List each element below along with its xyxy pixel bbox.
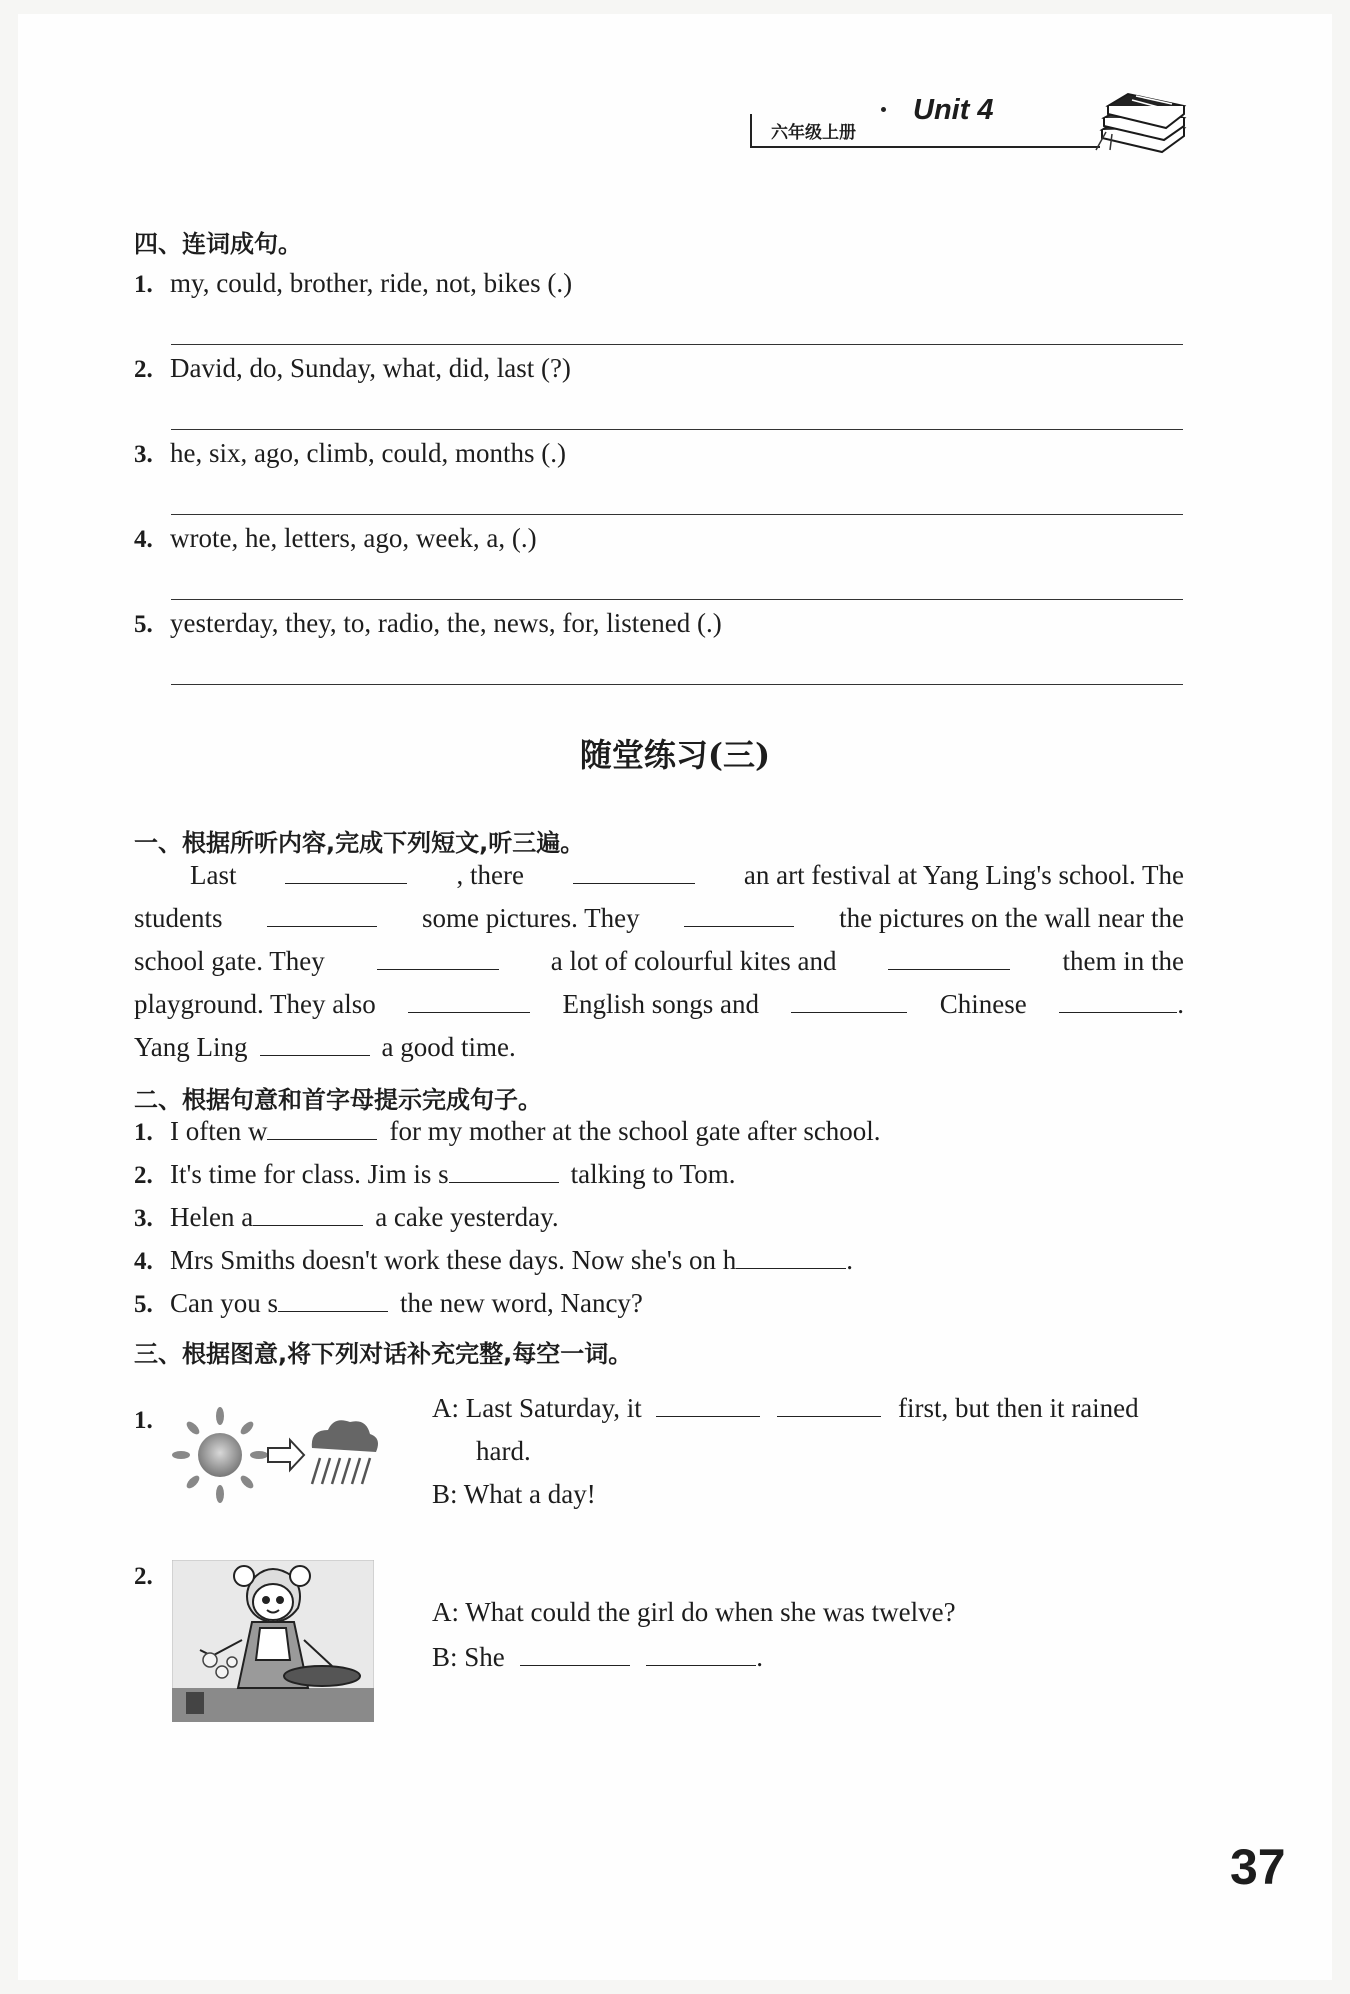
part2-item-2: 2. It's time for class. Jim is s talking to Tom. (134, 1159, 736, 1189)
part2-item-4: 4. Mrs Smiths doesn't work these days. Now she's on h . (134, 1245, 853, 1275)
passage-row-3: school gate. They a lot of colourful kites and them in the (134, 946, 1184, 976)
q1-dialog-b: B: What a day! (432, 1479, 596, 1509)
part2-heading: 二、根据句意和首字母提示完成句子。 (134, 1086, 542, 1114)
part3-heading: 三、根据图意,将下列对话补充完整,每空一词。 (134, 1340, 633, 1368)
blank[interactable] (285, 861, 407, 884)
unit-label: Unit 4 (913, 94, 994, 126)
section4-item-5: 5. yesterday, they, to, radio, the, news, for, listened (.) (134, 608, 722, 638)
blank[interactable] (791, 990, 907, 1013)
part1-heading: 一、根据所听内容,完成下列短文,听三遍。 (134, 829, 585, 857)
section4-item-2: 2. David, do, Sunday, what, did, last (?) (134, 353, 571, 383)
blank[interactable] (1059, 990, 1177, 1013)
answer-line-1[interactable] (171, 344, 1183, 345)
blank[interactable] (253, 1203, 363, 1226)
part3-q2-number: 2. (134, 1563, 153, 1590)
blank[interactable] (684, 904, 794, 927)
blank[interactable] (267, 904, 377, 927)
books-icon (1092, 84, 1188, 154)
blank[interactable] (260, 1033, 370, 1056)
page-number: 37 (1230, 1839, 1286, 1895)
answer-line-4[interactable] (171, 599, 1183, 600)
rain-cloud-icon (312, 1420, 378, 1484)
q2-dialog-b: B: She . (432, 1642, 764, 1672)
part2-item-5: 5. Can you s the new word, Nancy? (134, 1288, 643, 1318)
header-rule (750, 146, 1100, 148)
part2-item-3: 3. Helen a a cake yesterday. (134, 1202, 559, 1232)
part2-item-1: 1. I often w for my mother at the school gate after school. (134, 1116, 881, 1146)
answer-line-3[interactable] (171, 514, 1183, 515)
sun-icon (172, 1407, 268, 1503)
answer-line-5[interactable] (171, 684, 1183, 685)
blank[interactable] (377, 947, 499, 970)
blank[interactable] (888, 947, 1010, 970)
blank[interactable] (278, 1289, 388, 1312)
passage-row-1: Last , there an art festival at Yang Ling's school. The (190, 860, 1184, 890)
section4-heading: 四、连词成句。 (134, 230, 302, 258)
section4-item-4: 4. wrote, he, letters, ago, week, a, (.) (134, 523, 537, 553)
blank[interactable] (449, 1160, 559, 1183)
blank[interactable] (777, 1394, 881, 1417)
passage-row-4: playground. They also English songs and Chinese . (134, 989, 1184, 1019)
blank[interactable] (520, 1643, 630, 1666)
q1-dialog-a: A: Last Saturday, it first, but then it rained (432, 1393, 1139, 1423)
blank[interactable] (408, 990, 530, 1013)
passage-row-2: students some pictures. They the pictures on the wall near the (134, 903, 1184, 933)
girl-cooking-picture (172, 1560, 374, 1722)
arrow-icon (268, 1440, 304, 1470)
section4-item-3: 3. he, six, ago, climb, could, months (.) (134, 438, 566, 468)
header-dot (881, 107, 886, 112)
q1-dialog-a-cont: hard. (476, 1436, 531, 1466)
blank[interactable] (646, 1643, 756, 1666)
part3-q1-number: 1. (134, 1407, 153, 1434)
section4-item-1: 1. my, could, brother, ride, not, bikes (.) (134, 268, 573, 298)
practice-title: 随堂练习(三) (579, 736, 771, 774)
passage-row-5: Yang Ling a good time. (134, 1032, 516, 1062)
blank[interactable] (267, 1117, 377, 1140)
header-bracket (750, 114, 752, 147)
blank[interactable] (656, 1394, 760, 1417)
answer-line-2[interactable] (171, 429, 1183, 430)
sun-to-rain-icon (170, 1400, 380, 1510)
blank[interactable] (736, 1246, 846, 1269)
blank[interactable] (573, 861, 695, 884)
q2-dialog-a: A: What could the girl do when she was twelve? (432, 1597, 956, 1627)
grade-label: 六年级上册 (771, 123, 856, 143)
